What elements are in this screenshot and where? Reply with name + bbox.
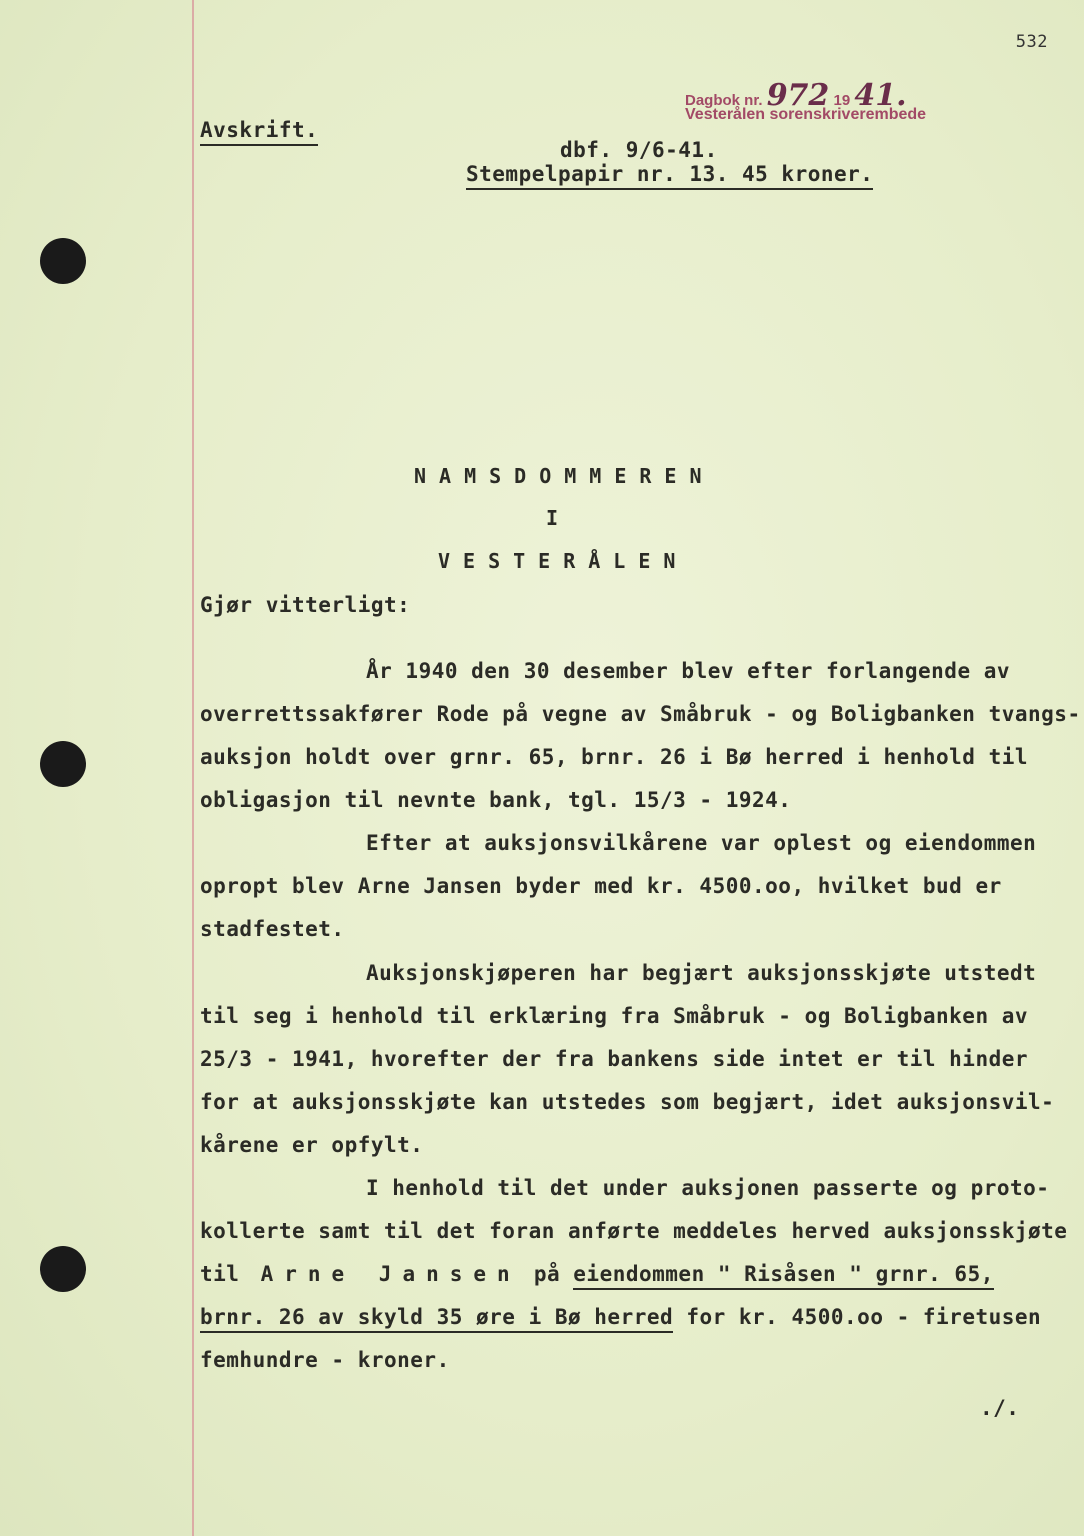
grantee-name: Arne Jansen <box>260 1262 521 1286</box>
til-word: til <box>200 1262 240 1286</box>
office-stamp: Vesterålen sorenskriverembede <box>685 106 927 123</box>
heading-line-2: I <box>546 506 572 530</box>
body-line: overrettssakfører Rode på vegne av Småbruk - og Boligbanken tvangs- <box>200 702 1081 726</box>
property-description-1: eiendommen " Risåsen " grnr. 65, <box>573 1262 994 1290</box>
heading-line-3: VESTERÅLEN <box>438 549 689 573</box>
document-title: Avskrift. <box>200 118 318 146</box>
paa-word: på <box>533 1262 561 1286</box>
punch-hole <box>40 741 86 787</box>
grantee-line <box>200 1262 994 1286</box>
price-text: for kr. 4500.oo - firetusen <box>686 1305 1042 1329</box>
body-line-last: femhundre - kroner. <box>200 1348 450 1372</box>
dbf-date: dbf. 9/6-41. <box>560 138 718 162</box>
body-line: opropt blev Arne Jansen byder med kr. 4500.oo, hvilket bud er <box>200 874 1002 898</box>
body-line: År 1940 den 30 desember blev efter forlangende av <box>366 659 1011 683</box>
body-line: Auksjonskjøperen har begjært auksjonsskjøte utstedt <box>366 961 1037 985</box>
opening-phrase: Gjør vitterligt: <box>200 593 411 617</box>
heading-line-1: NAMSDOMMEREN <box>414 464 715 488</box>
dagbok-number: 972 <box>766 78 830 113</box>
body-line: stadfestet. <box>200 917 345 941</box>
body-line: til seg i henhold til erklæring fra Småbruk - og Boligbanken av <box>200 1004 1029 1028</box>
property-description-2: brnr. 26 av skyld 35 øre i Bø herred <box>200 1305 673 1333</box>
body-line: obligasjon til nevnte bank, tgl. 15/3 - 1924. <box>200 788 792 812</box>
body-line: auksjon holdt over grnr. 65, brnr. 26 i Bø herred i henhold til <box>200 745 1029 769</box>
punch-hole <box>40 238 86 284</box>
dagbok-year: 41. <box>854 78 907 113</box>
dagbok-year-prefix: 19 <box>833 92 851 109</box>
page-number: 532 <box>1015 32 1048 52</box>
stamp-paper-line: Stempelpapir nr. 13. 45 kroner. <box>466 162 873 190</box>
body-line: for at auksjonsskjøte kan utstedes som begjært, idet auksjonsvil- <box>200 1090 1055 1114</box>
continuation-mark: ./. <box>980 1396 1020 1420</box>
body-line: I henhold til det under auksjonen passerte og proto- <box>366 1176 1050 1200</box>
punch-hole <box>40 1246 86 1292</box>
body-line: 25/3 - 1941, hvorefter der fra bankens side intet er til hinder <box>200 1047 1029 1071</box>
body-line: kårene er opfylt. <box>200 1133 424 1157</box>
body-line: kollerte samt til det foran anførte meddeles herved auksjonsskjøte <box>200 1219 1068 1243</box>
property-line <box>200 1305 1041 1329</box>
margin-line <box>192 0 194 1536</box>
dagbok-prefix: Dagbok nr. <box>685 92 763 109</box>
body-line: Efter at auksjonsvilkårene var oplest og eiendommen <box>366 831 1037 855</box>
